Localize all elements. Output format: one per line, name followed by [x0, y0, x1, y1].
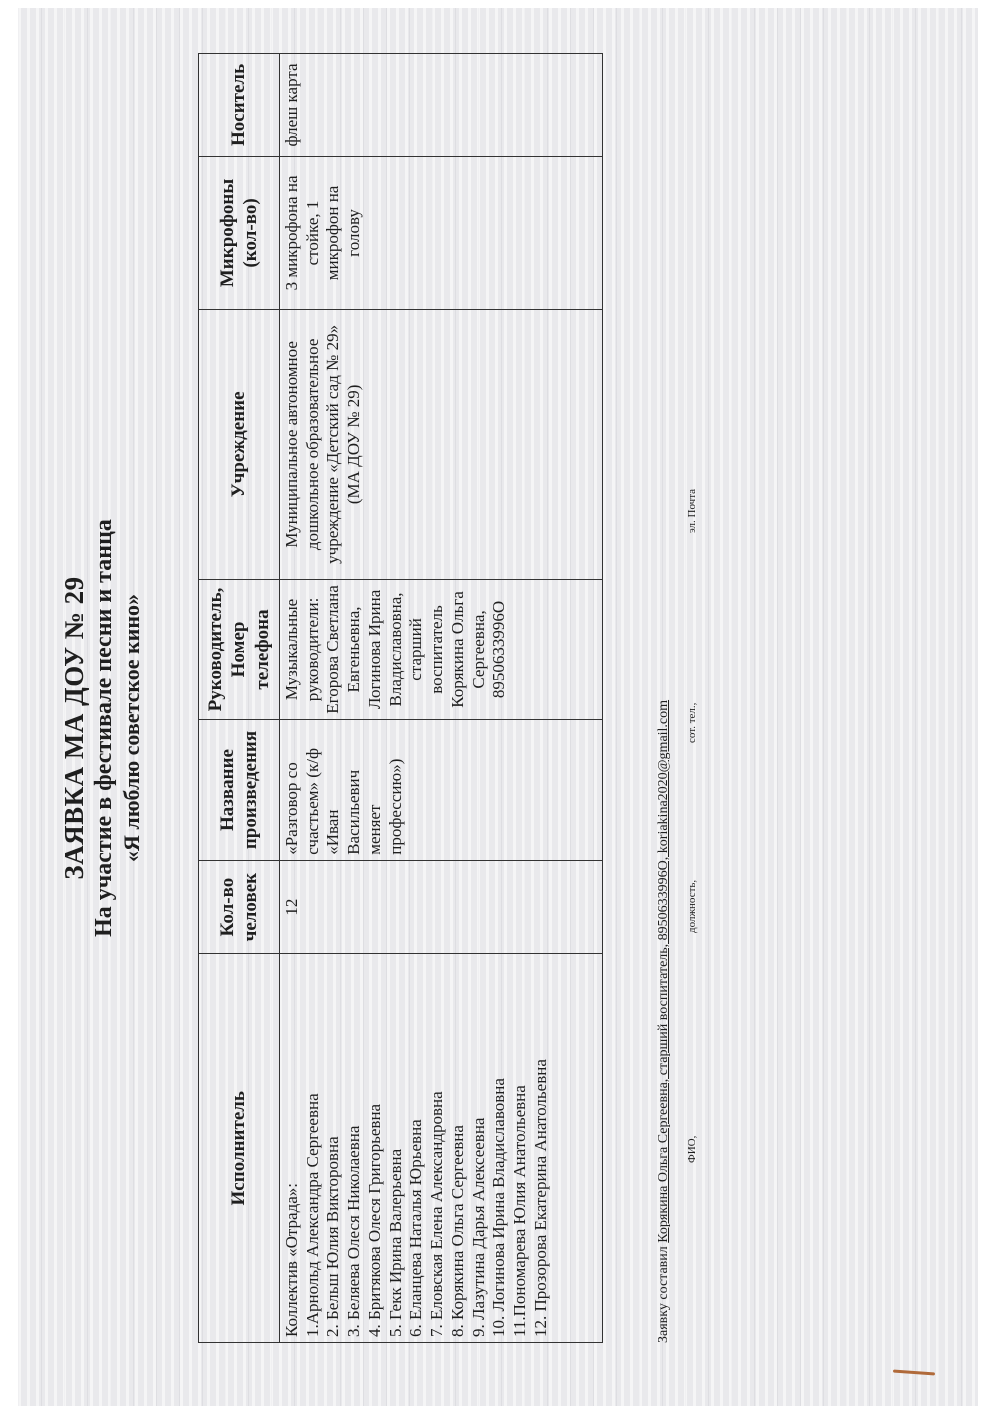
collective-name: Коллектив «Отрада»:	[282, 1183, 301, 1337]
caption-phone: сот. тел.,	[686, 702, 698, 743]
column-header: Исполнитель	[199, 954, 280, 1343]
rotated-document	[38, 23, 998, 1403]
list-item: 12. Прозорова Екатерина Анатольевна	[530, 1059, 550, 1337]
table-row	[280, 54, 603, 1343]
list-item: 6. Еланцева Наталья Юрьевна	[406, 1119, 426, 1337]
microphones-cell: 3 микрофона на стойке, 1 микрофон на голову	[280, 156, 603, 309]
column-header: Руководитель, Номер телефона	[199, 579, 280, 720]
title-block	[58, 53, 146, 1403]
column-header: Название произведения	[199, 720, 280, 861]
column-header: Микрофоны (кол-во)	[199, 156, 280, 309]
list-item: 7. Еловская Елена Александровна	[427, 1091, 447, 1337]
list-item: 2. Бельш Юлия Викторовна	[323, 1136, 343, 1337]
list-item: 9. Лазутина Дарья Алексеевна	[468, 1117, 488, 1337]
list-item: 1.Арнольд Александра Сергеевна	[302, 1093, 322, 1337]
count-cell: 12	[280, 860, 603, 954]
caption-fio: ФИО,	[686, 1135, 698, 1163]
compiler-prefix: Заявку составил	[656, 1246, 671, 1343]
festival-name: «Я люблю советское кино»	[119, 593, 145, 863]
compiler-details: Корякина Ольга Сергеевна, старший воспитатель, 8950633996О, koriakina2020@gmail.com	[656, 699, 671, 1243]
caption-position: должность,	[686, 879, 698, 933]
list-item: 10. Логинова Ирина Владиславовна	[489, 1078, 509, 1337]
column-header: Носитель	[199, 54, 280, 157]
leader-cell: Музыкальные руководители: Егорова Светлана Евгеньевна, Логинова Ирина Владиславовна, старший воспитатель Корякина Ольга Сергеевна, 8950633996О	[280, 579, 603, 720]
list-item: 5. Гекк Ирина Валерьевна	[385, 1148, 405, 1337]
performer-cell	[280, 954, 603, 1343]
caption-email: эл. Почта	[686, 488, 698, 533]
document-subtitle: На участие в фестивале песни и танца	[91, 519, 118, 937]
scanned-page	[18, 8, 978, 1406]
work-cell: «Разговор со счастьем» (к/ф «Иван Васильевич меняет профессию»)	[280, 720, 603, 861]
list-item: 4. Бритякова Олеся Григорьевна	[364, 1103, 384, 1337]
list-item: 3. Беляева Олеся Николаевна	[344, 1125, 364, 1337]
institution-cell: Муниципальное автономное дошкольное образовательное учреждение «Детский сад № 29» (МА ДОУ № 29)	[280, 310, 603, 580]
medium-cell: флеш карта	[280, 54, 603, 157]
compiler-line	[656, 243, 672, 1343]
application-table	[198, 53, 603, 1343]
column-header: Кол-во человек	[199, 860, 280, 954]
column-header: Учреждение	[199, 310, 280, 580]
document-title: ЗАЯВКА МА ДОУ № 29	[59, 576, 89, 880]
performer-list	[303, 959, 552, 1337]
table-header-row	[199, 54, 280, 1343]
list-item: 8. Корякина Ольга Сергеевна	[447, 1125, 467, 1337]
list-item: 11.Пономарева Юлия Анатольевна	[510, 1085, 530, 1337]
